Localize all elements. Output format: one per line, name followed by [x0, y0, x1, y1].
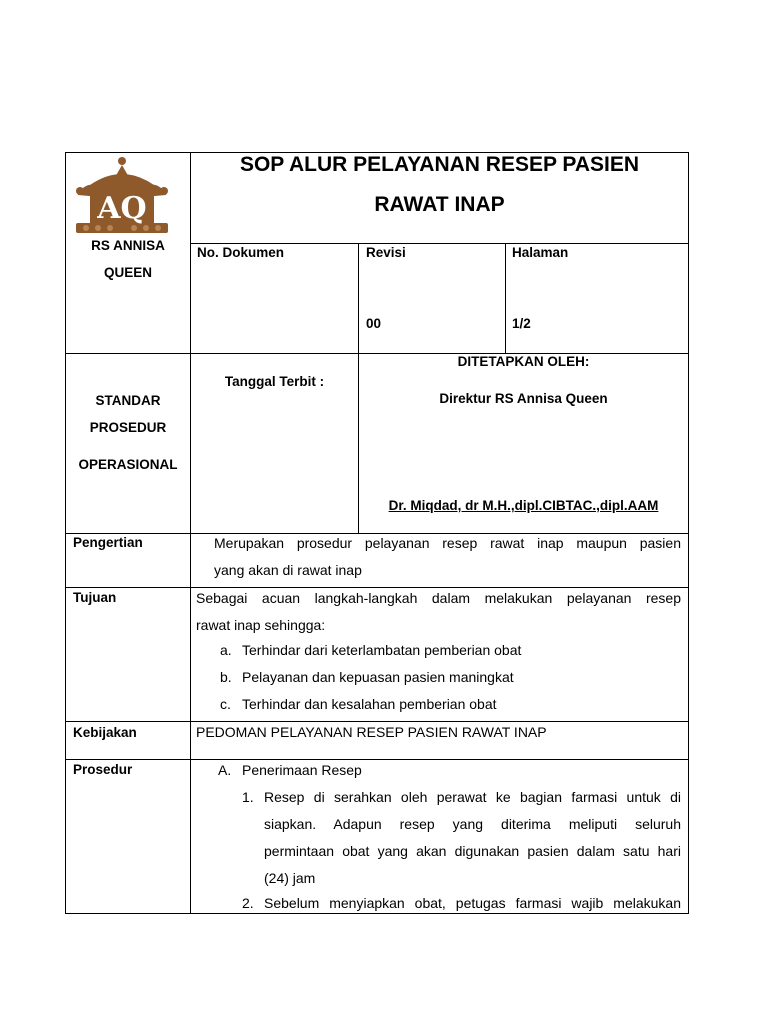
prosedur-a-text: Penerimaan Resep	[242, 762, 362, 778]
sop-label-line3: OPERASIONAL	[78, 457, 178, 472]
tujuan-item-text: Terhindar dan kesalahan pemberian obat	[242, 696, 497, 712]
pengertian-text-line2: yang akan di rawat inap	[214, 562, 362, 578]
no-dokumen-label: No. Dokumen	[197, 245, 285, 260]
pengertian-text-line1: Merupakan prosedur pelayanan resep rawat inap maupun pasien	[214, 535, 681, 551]
tujuan-item-text: Terhindar dari keterlambatan pemberian obat	[242, 642, 522, 658]
tujuan-item-marker: a.	[220, 642, 232, 658]
tujuan-text-line1: Sebagai acuan langkah-langkah dalam melakukan pelayanan resep	[196, 590, 681, 606]
signatory-name: Dr. Miqdad, dr M.H.,dipl.CIBTAC.,dipl.AAM	[388, 498, 659, 513]
hospital-logo	[70, 155, 174, 239]
kebijakan-text: PEDOMAN PELAYANAN RESEP PASIEN RAWAT INAP	[196, 724, 547, 740]
sop-label-line1: STANDAR	[95, 393, 161, 408]
prosedur-step2-line: Sebelum menyiapkan obat, petugas farmasi wajib melakukan	[264, 895, 681, 911]
prosedur-step1-line: Resep di serahkan oleh perawat ke bagian farmasi untuk di	[264, 789, 681, 805]
kebijakan-label: Kebijakan	[73, 725, 137, 740]
tujuan-item-text: Pelayanan dan kepuasan pasien maningkat	[242, 669, 514, 685]
prosedur-label: Prosedur	[73, 762, 133, 777]
prosedur-step1-line: (24) jam	[264, 870, 316, 886]
tujuan-item-marker: b.	[220, 669, 232, 685]
revisi-label: Revisi	[366, 245, 406, 260]
prosedur-step1-line: permintaan obat yang akan digunakan pasien dalam satu hari	[264, 843, 681, 859]
tujuan-text-line2: rawat inap sehingga:	[196, 617, 326, 633]
halaman-value: 1/2	[512, 316, 531, 331]
hospital-name-line2: QUEEN	[103, 265, 152, 280]
prosedur-a-marker: A.	[218, 762, 232, 778]
direktur-label: Direktur RS Annisa Queen	[439, 391, 608, 406]
tujuan-item-marker: c.	[220, 696, 231, 712]
tanggal-terbit-label: Tanggal Terbit :	[224, 374, 325, 389]
document-title-line1: SOP ALUR PELAYANAN RESEP PASIEN	[239, 153, 640, 176]
tujuan-label: Tujuan	[73, 590, 117, 605]
sop-label-line2: PROSEDUR	[89, 420, 167, 435]
ditetapkan-label: DITETAPKAN OLEH:	[457, 354, 590, 369]
logo-text: AQ	[97, 191, 147, 226]
halaman-label: Halaman	[512, 245, 569, 260]
prosedur-step-marker: 2.	[242, 895, 254, 911]
hospital-name-line1: RS ANNISA	[91, 238, 165, 253]
pengertian-label: Pengertian	[73, 535, 143, 550]
prosedur-step1-line: siapkan. Adapun resep yang diterima meliputi seluruh	[264, 816, 681, 832]
prosedur-step-marker: 1.	[242, 789, 254, 805]
crown-icon	[70, 155, 174, 239]
document-title-line2: RAWAT INAP	[374, 193, 505, 216]
revisi-value: 00	[366, 316, 382, 331]
